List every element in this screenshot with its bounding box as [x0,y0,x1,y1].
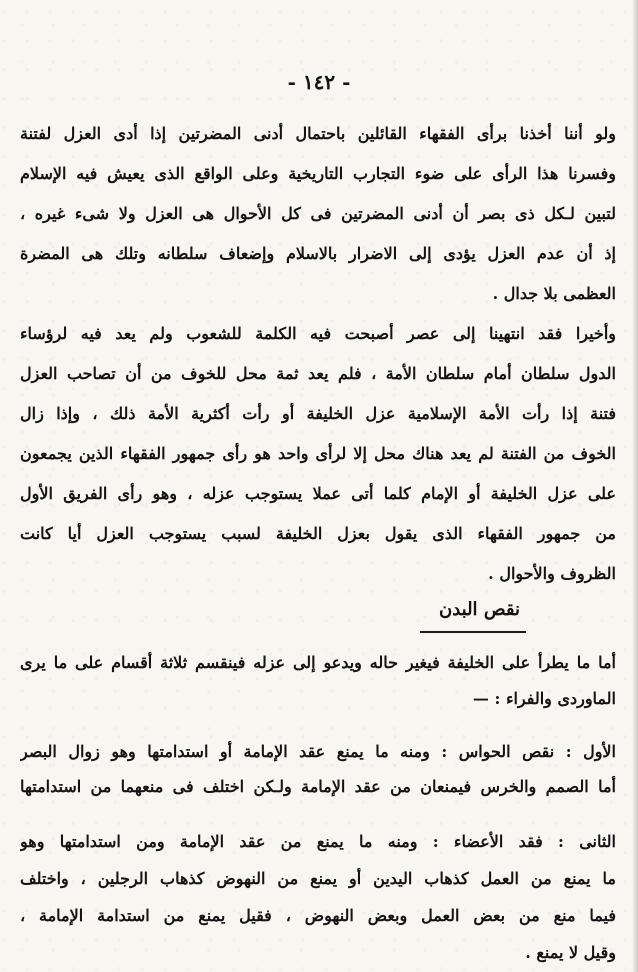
paragraph-line: لتبين لـكل ذى بصر أن أدنى المضرتين فى كل الأحوال هى العزل ولا شىء غيره ، [20,204,616,223]
paragraph-line: إذ أن عدم العزل يؤدى إلى الاضرار بالاسلام وإضعاف سلطانه وتلك هى المضرة [20,244,616,263]
paragraph-line: ما يمنع من العمل كذهاب اليدين أو يمنع من النهوض كذهاب الرجلين ، واختلف [20,869,616,888]
paragraph-line: العظمى بلا جدال . [492,284,616,303]
paragraph-line: وأخيرا فقد انتهينا إلى عصر أصبحت فيه الكلمة للشعوب ولم يعد فيه لرؤساء [20,324,616,343]
heading-underline [420,631,526,633]
paragraph-line: الأول : نقص الحواس : ومنه ما يمنع عقد الإمامة أو استدامتها وهو زوال البصر [20,742,616,761]
paragraph-line: الخوف من الفتنة لم يعد هناك محل إلا لرأى واحد هو رأى جمهور الفقهاء الذين يجمعون [20,444,616,463]
paragraph-line: من جمهور الفقهاء الذى يقول بعزل الخليفة لسبب يستوجب العزل أيا كانت [20,524,616,543]
section-heading: نقص البدن [438,599,520,620]
paragraph-line: على عزل الخليفة أو الإمام كلما أتى عملا يستوجب عزله ، وهو رأى الفريق الأول [20,484,616,503]
paragraph-line: فتنة إذا رأت الأمة الإسلامية عزل الخليفة أو رأت أكثرية الأمة ذلك ، وإذا زال [20,404,616,423]
paragraph-line: الظروف والأحوال . [488,564,616,583]
paragraph-line: الماوردى والفراء : — [472,689,616,708]
paragraph-line: فيما منع من بعض العمل وبعض النهوض ، فقيل يمنع من استدامة الإمامة ، [20,906,616,925]
paragraph-line: وفسرنا هذا الرأى على ضوء التجارب التاريخية وعلى الواقع الذى يعيش فيه الإسلام [20,164,616,183]
paragraph-line: أما ما يطرأ على الخليفة فيغير حاله ويدعو إلى عزله فينقسم ثلاثة أقسام على ما يرى [20,653,616,672]
paragraph-line: الثانى : فقد الأعضاء : ومنه ما يمنع من عقد الإمامة ومن استدامتها وهو [20,832,616,851]
paragraph-line: الدول سلطان أمام سلطان الأمة ، فلم يعد ثمة محل للخوف من أن تصاحب العزل [20,364,616,383]
paragraph-line: وقيل لا يمنع . [525,943,616,962]
page-edge-shadow [632,0,638,972]
paragraph-line: ولو أننا أخذنا برأى الفقهاء القائلين باحتمال أدنى المضرتين إذا أدى العزل لفتنة [20,124,616,143]
paragraph-line: أما الصمم والخرس فيمنعان من عقد الإمامة ولـكن اختلف فى منعهما من استدامتها [20,777,616,796]
page-number: - ١٤٢ - [287,70,351,94]
